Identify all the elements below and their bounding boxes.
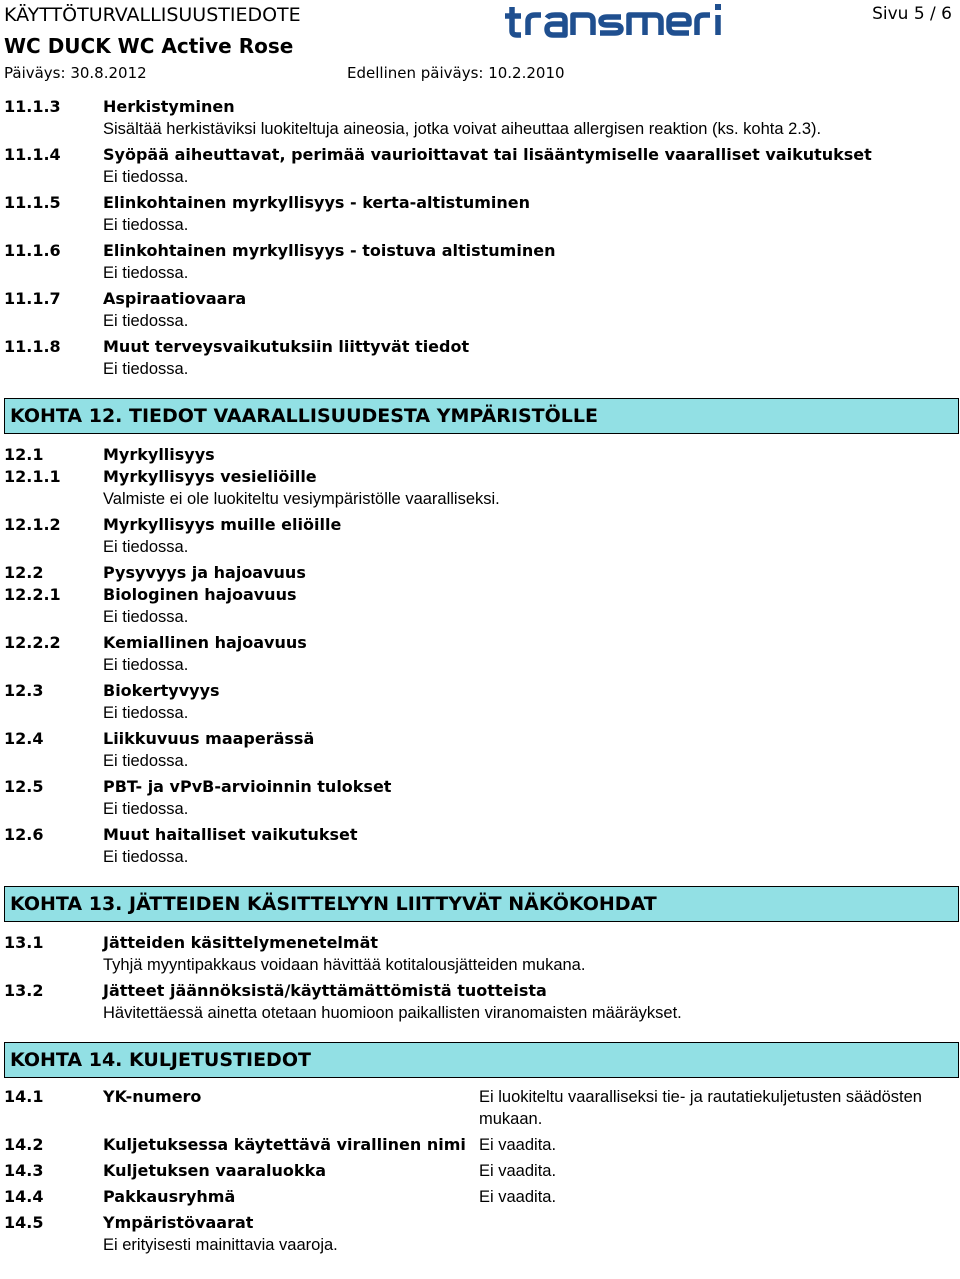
item-number: 11.1.4: [4, 145, 61, 164]
item-11-1-8: [4, 336, 958, 380]
item-text: Ei tiedossa.: [103, 264, 189, 282]
item-12-4: [4, 728, 958, 772]
item-title: Myrkyllisyys vesieliöille: [103, 467, 317, 486]
item-number: 12.4: [4, 729, 44, 748]
item-number: 11.1.5: [4, 193, 61, 212]
item-value: Ei vaadita.: [479, 1136, 557, 1154]
item-13-2: [4, 980, 958, 1024]
item-title: Ympäristövaarat: [103, 1213, 254, 1232]
item-number: 14.1: [4, 1087, 44, 1106]
item-number: 12.5: [4, 777, 44, 796]
item-number: 14.4: [4, 1187, 44, 1206]
item-14-2: [4, 1134, 958, 1156]
item-title: Myrkyllisyys: [103, 445, 215, 464]
item-label: YK-numero: [103, 1087, 202, 1106]
item-title: Pysyvyys ja hajoavuus: [103, 563, 306, 582]
item-13-1: [4, 932, 958, 976]
item-number: 13.2: [4, 981, 44, 1000]
section-heading-14: KOHTA 14. KULJETUSTIEDOT: [4, 1042, 959, 1078]
item-title: Myrkyllisyys muille eliöille: [103, 515, 342, 534]
item-14-4: [4, 1186, 958, 1208]
item-number: 11.1.3: [4, 97, 61, 116]
item-12-1-2: [4, 514, 958, 558]
item-number: 12.3: [4, 681, 44, 700]
item-number: 11.1.6: [4, 241, 61, 260]
item-11-1-3: [4, 96, 958, 140]
item-text: Ei tiedossa.: [103, 800, 189, 818]
item-title: Elinkohtainen myrkyllisyys - toistuva altistuminen: [103, 241, 556, 260]
document-title: KÄYTTÖTURVALLISUUSTIEDOTE: [4, 4, 301, 26]
item-value: Ei vaadita.: [479, 1162, 557, 1180]
item-title: PBT- ja vPvB-arvioinnin tulokset: [103, 777, 392, 796]
item-number: 14.2: [4, 1135, 44, 1154]
item-number: 13.1: [4, 933, 44, 952]
item-12-1: [4, 444, 958, 466]
item-text: Ei tiedossa.: [103, 656, 189, 674]
item-text: Ei tiedossa.: [103, 360, 189, 378]
item-number: 12.1.1: [4, 467, 61, 486]
section-heading-13: KOHTA 13. JÄTTEIDEN KÄSITTELYYN LIITTYVÄT NÄKÖKOHDAT: [4, 886, 959, 922]
item-12-1-1: [4, 466, 958, 510]
item-title: Liikkuvuus maaperässä: [103, 729, 315, 748]
item-text: Ei tiedossa.: [103, 312, 189, 330]
item-label: Kuljetuksen vaaraluokka: [103, 1161, 326, 1180]
item-text: Ei erityisesti mainittavia vaaroja.: [103, 1236, 338, 1254]
item-text: Ei tiedossa.: [103, 848, 189, 866]
item-text: Ei tiedossa.: [103, 752, 189, 770]
product-name: WC DUCK WC Active Rose: [4, 34, 294, 58]
item-11-1-7: [4, 288, 958, 332]
item-text: Hävitettäessä ainetta otetaan huomioon paikallisten viranomaisten määräykset.: [103, 1004, 682, 1022]
item-title: Muut haitalliset vaikutukset: [103, 825, 358, 844]
item-title: Muut terveysvaikutuksiin liittyvät tiedot: [103, 337, 470, 356]
item-12-6: [4, 824, 958, 868]
item-text: Ei tiedossa.: [103, 168, 189, 186]
item-text: Ei tiedossa.: [103, 216, 189, 234]
item-label: Kuljetuksessa käytettävä virallinen nimi: [103, 1135, 466, 1154]
item-title: Aspiraatiovaara: [103, 289, 247, 308]
item-12-2-1: [4, 584, 958, 628]
item-title: Biologinen hajoavuus: [103, 585, 297, 604]
item-number: 12.2.1: [4, 585, 61, 604]
item-12-2-2: [4, 632, 958, 676]
item-number: 11.1.8: [4, 337, 61, 356]
item-title: Kemiallinen hajoavuus: [103, 633, 307, 652]
item-12-5: [4, 776, 958, 820]
page-number: Sivu 5 / 6: [872, 4, 952, 24]
item-text: Ei tiedossa.: [103, 538, 189, 556]
item-14-3: [4, 1160, 958, 1182]
item-number: 14.3: [4, 1161, 44, 1180]
item-11-1-6: [4, 240, 958, 284]
item-number: 12.1.2: [4, 515, 61, 534]
item-number: 12.6: [4, 825, 44, 844]
item-text: Ei tiedossa.: [103, 704, 189, 722]
item-title: Jätteet jäännöksistä/käyttämättömistä tuotteista: [103, 981, 547, 1000]
issue-date: Päiväys: 30.8.2012: [4, 64, 147, 82]
item-number: 14.5: [4, 1213, 44, 1232]
transmeri-logo: [503, 4, 728, 38]
item-text: Sisältää herkistäviksi luokiteltuja aineosia, jotka voivat aiheuttaa allergisen reaktion (ks. kohta 2.3).: [103, 120, 822, 138]
item-title: Jätteiden käsittelymenetelmät: [103, 933, 379, 952]
item-12-3: [4, 680, 958, 724]
item-title: Biokertyvyys: [103, 681, 220, 700]
item-number: 12.2: [4, 563, 44, 582]
item-title: Herkistyminen: [103, 97, 235, 116]
item-11-1-4: [4, 144, 958, 188]
item-title: Elinkohtainen myrkyllisyys - kerta-altistuminen: [103, 193, 531, 212]
item-number: 11.1.7: [4, 289, 61, 308]
section-heading-12: KOHTA 12. TIEDOT VAARALLISUUDESTA YMPÄRISTÖLLE: [4, 398, 959, 434]
item-value: Ei luokiteltu vaaralliseksi tie- ja rautatiekuljetusten säädösten mukaan.: [479, 1088, 922, 1128]
document-body: [4, 96, 958, 1256]
item-text: Tyhjä myyntipakkaus voidaan hävittää kotitalousjätteiden mukana.: [103, 956, 586, 974]
item-text: Ei tiedossa.: [103, 608, 189, 626]
item-text: Valmiste ei ole luokiteltu vesiympäristölle vaaralliseksi.: [103, 490, 500, 508]
item-number: 12.1: [4, 445, 44, 464]
item-14-5: [4, 1212, 958, 1256]
item-label: Pakkausryhmä: [103, 1187, 236, 1206]
item-number: 12.2.2: [4, 633, 61, 652]
item-11-1-5: [4, 192, 958, 236]
item-value: Ei vaadita.: [479, 1188, 557, 1206]
previous-date: Edellinen päiväys: 10.2.2010: [347, 64, 565, 82]
item-12-2: [4, 562, 958, 584]
item-title: Syöpää aiheuttavat, perimää vaurioittavat tai lisääntymiselle vaaralliset vaikutukset: [103, 145, 872, 164]
item-14-1: [4, 1086, 958, 1130]
